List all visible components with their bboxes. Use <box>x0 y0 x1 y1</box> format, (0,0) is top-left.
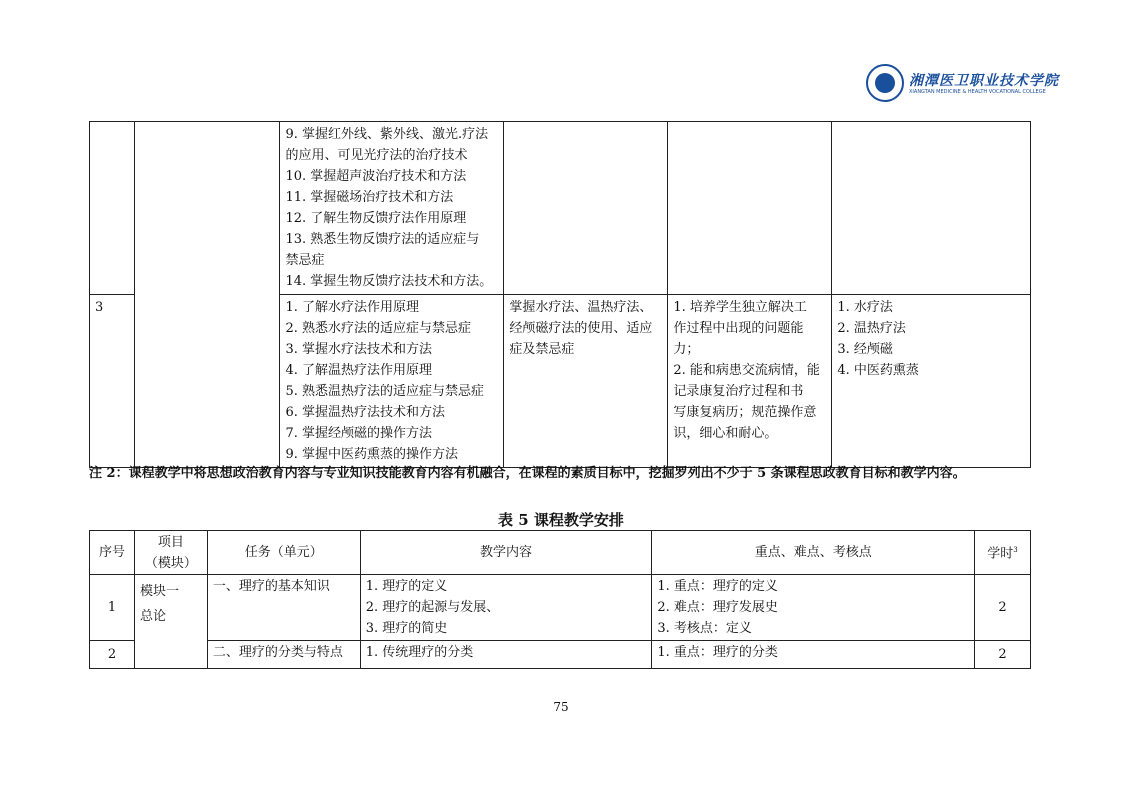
module-line: 模块一 <box>139 584 179 599</box>
quality-line: 写康复病历；规范操作意 <box>673 405 817 420</box>
table-caption: 表 5 课程教学安排 <box>498 511 624 529</box>
hours-cell: 2 <box>975 575 1031 641</box>
content-cell <box>280 122 504 295</box>
module-line: 总论 <box>139 609 166 624</box>
hours-cell: 2 <box>975 641 1031 669</box>
content-line: 1. 了解水疗法作用原理 <box>285 300 419 315</box>
module-cell <box>134 122 280 468</box>
item-line: 1. 水疗法 <box>837 300 893 315</box>
key-line: 3. 考核点：定义 <box>657 621 752 636</box>
header-hours-label: 学时 <box>987 546 1014 562</box>
content-line: 12. 了解生物反馈疗法作用原理 <box>285 211 467 226</box>
content-line: 6. 掌握温热疗法技术和方法 <box>285 405 445 420</box>
content-cell <box>360 575 652 641</box>
skills-line: 掌握水疗法、温热疗法、 <box>509 300 653 315</box>
page-number: 75 <box>553 700 569 714</box>
quality-cell <box>668 122 832 295</box>
content-line: 9. 掌握中医药熏蒸的操作方法 <box>285 447 458 462</box>
content-line: 禁忌症 <box>285 253 325 268</box>
key-line: 1. 重点：理疗的分类 <box>657 645 778 660</box>
row-num: 1 <box>90 575 135 641</box>
table-note: 注 2：课程教学中将思想政治教育内容与专业知识技能教育内容有机融合，在课程的素质目标中，挖掘罗列出不少于 5 条课程思政教育目标和教学内容。 <box>89 466 966 481</box>
content-line: 9. 掌握红外线、紫外线、激光.疗法 <box>285 127 489 142</box>
task-cell: 一、理疗的基本知识 <box>207 575 360 641</box>
content-line: 1. 传统理疗的分类 <box>365 645 474 660</box>
content-cell <box>360 641 652 669</box>
content-line: 3. 理疗的简史 <box>365 621 448 636</box>
content-line: 11. 掌握磁场治疗技术和方法 <box>285 190 454 205</box>
course-schedule-table <box>89 530 1031 669</box>
header-key: 重点、难点、考核点 <box>652 531 975 575</box>
header-hours <box>975 531 1031 575</box>
quality-line: 2. 能和病患交流病情，能 <box>673 363 820 378</box>
table-row <box>90 575 1031 641</box>
content-line: 2. 理疗的起源与发展、 <box>365 600 500 615</box>
content-line: 的应用、可见光疗法的治疗技术 <box>285 148 468 163</box>
quality-line: 识，细心和耐心。 <box>673 426 778 441</box>
item-line: 4. 中医药熏蒸 <box>837 363 919 378</box>
key-line: 2. 难点：理疗发展史 <box>657 600 778 615</box>
logo-english-name: XIANGTAN MEDICINE & HEALTH VOCATIONAL COLLEGE <box>909 89 1046 95</box>
skills-cell <box>504 122 668 295</box>
header-module-line: （模块） <box>144 555 197 571</box>
task-cell: 二、理疗的分类与特点 <box>207 641 360 669</box>
items-cell <box>832 295 1031 468</box>
header-hours-footnote: 3 <box>1013 546 1018 555</box>
item-line: 2. 温热疗法 <box>837 321 906 336</box>
content-line: 5. 熟悉温热疗法的适应症与禁忌症 <box>285 384 484 399</box>
content-cell <box>280 295 504 468</box>
key-line: 1. 重点：理疗的定义 <box>657 579 778 594</box>
key-cell <box>652 641 975 669</box>
module-cell <box>134 575 207 669</box>
content-line: 10. 掌握超声波治疗技术和方法 <box>285 169 467 184</box>
content-line: 2. 熟悉水疗法的适应症与禁忌症 <box>285 321 471 336</box>
college-emblem-icon <box>866 64 904 102</box>
quality-line: 1. 培养学生独立解决工 <box>673 300 807 315</box>
skills-line: 症及禁忌症 <box>509 342 575 357</box>
skills-line: 经颅磁疗法的使用、适应 <box>509 321 653 336</box>
num-cell: 3 <box>90 295 135 468</box>
key-cell <box>652 575 975 641</box>
content-line: 4. 了解温热疗法作用原理 <box>285 363 432 378</box>
num-cell <box>90 122 135 295</box>
content-line: 13. 熟悉生物反馈疗法的适应症与 <box>285 232 480 247</box>
logo-chinese-name: 湘潭医卫职业技术学院 <box>909 73 1059 89</box>
quality-line: 记录康复治疗过程和书 <box>673 384 804 399</box>
objectives-table <box>89 121 1031 468</box>
header-content: 教学内容 <box>360 531 652 575</box>
row-num: 2 <box>90 641 135 669</box>
table-row <box>90 641 1031 669</box>
content-line: 3. 掌握水疗法技术和方法 <box>285 342 432 357</box>
header-task: 任务（单元） <box>207 531 360 575</box>
skills-cell <box>504 295 668 468</box>
college-logo <box>866 64 1059 104</box>
header-row <box>90 531 1031 575</box>
item-line: 3. 经颅磁 <box>837 342 893 357</box>
header-module-line: 项目 <box>157 534 184 550</box>
table-row <box>90 122 1031 295</box>
header-module <box>134 531 207 575</box>
content-line: 1. 理疗的定义 <box>365 579 448 594</box>
content-line: 14. 掌握生物反馈疗法技术和方法。 <box>285 274 493 289</box>
quality-cell <box>668 295 832 468</box>
items-cell <box>832 122 1031 295</box>
content-line: 7. 掌握经颅磁的操作方法 <box>285 426 432 441</box>
header-num: 序号 <box>90 531 135 575</box>
quality-line: 作过程中出现的问题能 <box>673 321 804 336</box>
quality-line: 力； <box>673 342 700 357</box>
